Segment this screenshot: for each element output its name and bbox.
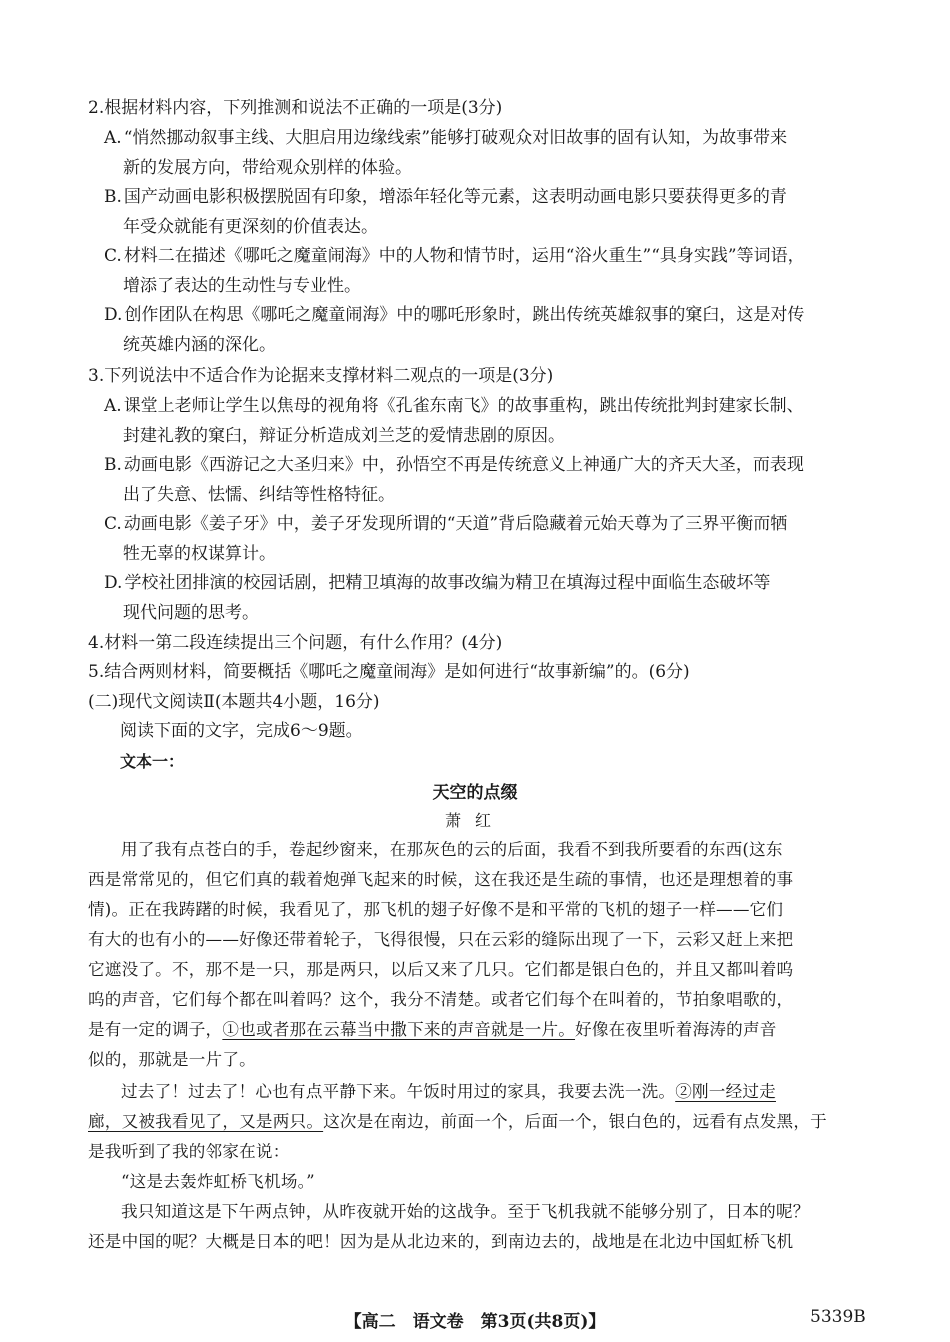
option-text: 增添了表达的生动性与专业性。	[123, 275, 361, 296]
passage-line: 还是中国的呢？大概是日本的吧！因为是从北边来的，到南边去的，战地是在北边中国虹桥飞机	[88, 1232, 794, 1251]
option-label: B.	[104, 187, 122, 207]
question-2-stem: 2.根据材料内容，下列推测和说法不正确的一项是(3分)	[88, 98, 503, 118]
option-label: D.	[104, 305, 123, 325]
passage-paragraph-3	[88, 1197, 868, 1257]
option-label: A.	[104, 128, 122, 148]
option-label: A.	[104, 396, 122, 416]
q2-option-c	[104, 242, 869, 301]
option-text: 出了失意、怯懦、纠结等性格特征。	[123, 484, 395, 505]
option-text: “悄然挪动叙事主线、大胆启用边缘线索”能够打破观众对旧故事的固有认知，为故事带来	[123, 128, 788, 148]
passage-line: 似的，那就是一片了。	[88, 1050, 256, 1069]
q3-option-b	[104, 451, 869, 510]
passage-line: 是我听到了我的邻家在说：	[88, 1142, 290, 1161]
option-text: 学校社团排演的校园话剧，把精卫填海的故事改编为精卫在填海过程中面临生态破坏等	[124, 573, 771, 593]
option-label: C.	[104, 514, 122, 534]
option-text: 新的发展方向，带给观众别样的体验。	[123, 157, 412, 178]
page-footer: 【高二 语文卷 第3页(共8页)】	[344, 1312, 606, 1332]
passage-title: 天空的点缀	[432, 783, 518, 803]
question-4-stem: 4.材料一第二段连续提出三个问题，有什么作用？(4分)	[88, 633, 503, 653]
option-label: B.	[104, 455, 122, 475]
option-text: 课堂上老师让学生以焦母的视角将《孔雀东南飞》的故事重构，跳出传统批判封建家长制、	[123, 396, 804, 416]
q2-option-d	[104, 301, 869, 360]
q3-option-d	[104, 569, 869, 628]
option-text: 封建礼教的窠臼，辩证分析造成刘兰芝的爱情悲剧的原因。	[123, 425, 565, 446]
passage-line: 它遮没了。不，那不是一只，那是两只，以后又来了几只。它们都是银白色的，并且又都叫着呜	[88, 960, 794, 979]
q3-option-a	[104, 392, 869, 451]
passage-paragraph-1	[88, 835, 868, 1075]
passage-line: 用了我有点苍白的手，卷起纱窗来，在那灰色的云的后面，我看不到我所要看的东西(这东	[121, 840, 783, 859]
passage-quote: “这是去轰炸虹桥飞机场。”	[121, 1172, 315, 1191]
question-5-stem: 5.结合两则材料，简要概括《哪吒之魔童闹海》是如何进行“故事新编”的。(6分)	[88, 662, 690, 682]
underlined-sentence-2: ②刚一经过走	[675, 1082, 776, 1101]
passage-line: 呜的声音，它们每个都在叫着吗？这个，我分不清楚。或者它们每个在叫着的，节拍象唱歌的，	[88, 990, 794, 1009]
option-label: C.	[104, 246, 122, 266]
text-one-label: 文本一：	[120, 752, 185, 771]
passage-paragraph-2	[88, 1077, 868, 1167]
option-label: D.	[104, 573, 123, 593]
exam-code: 5339B	[810, 1307, 866, 1327]
passage-line: 情)。正在我踌躇的时候，我看见了，那飞机的翅子好像不是和平常的飞机的翅子一样——它们	[88, 900, 784, 919]
q2-option-a	[104, 124, 869, 183]
passage-line: 我只知道这是下午两点钟，从昨夜就开始的这战争。至于飞机我就不能够分别了，日本的呢？	[121, 1202, 810, 1221]
option-text: 现代问题的思考。	[123, 602, 259, 623]
option-text: 动画电影《西游记之大圣归来》中，孙悟空不再是传统意义上神通广大的齐天大圣，而表现	[123, 455, 804, 475]
passage-line: 廊，又被我看见了，又是两只。这次是在南边，前面一个，后面一个，银白色的，远看有点发黑，于	[88, 1112, 827, 1131]
q3-option-c	[104, 510, 869, 569]
passage-author: 萧红	[444, 811, 505, 830]
option-text: 材料二在描述《哪吒之魔童闹海》中的人物和情节时，运用“浴火重生”“具身实践”等词语，	[123, 246, 805, 266]
question-3-stem: 3.下列说法中不适合作为论据来支撑材料二观点的一项是(3分)	[88, 366, 554, 386]
passage-line: 是有一定的调子，①也或者那在云幕当中撒下来的声音就是一片。好像在夜里听着海涛的声音	[88, 1020, 777, 1039]
option-text: 动画电影《姜子牙》中，姜子牙发现所谓的“天道”背后隐藏着元始天尊为了三界平衡而牺	[123, 514, 788, 534]
underlined-sentence-1: ①也或者那在云幕当中撒下来的声音就是一片。	[222, 1020, 576, 1039]
option-text: 年受众就能有更深刻的价值表达。	[123, 216, 378, 237]
option-text: 牲无辜的权谋算计。	[123, 543, 276, 564]
option-text: 统英雄内涵的深化。	[123, 334, 276, 355]
reading-instruction: 阅读下面的文字，完成6～9题。	[120, 721, 363, 741]
option-text: 创作团队在构思《哪吒之魔童闹海》中的哪吒形象时，跳出传统英雄叙事的窠臼，这是对传	[124, 305, 805, 325]
passage-line: 有大的也有小的——好像还带着轮子，飞得很慢，只在云彩的缝际出现了一下，云彩又赶上来把	[88, 930, 794, 949]
option-text: 国产动画电影积极摆脱固有印象，增添年轻化等元素，这表明动画电影只要获得更多的青	[123, 187, 787, 207]
passage-line: 西是常常见的，但它们真的载着炮弹飞起来的时候，这在我还是生疏的事情，也还是理想着的事	[88, 870, 794, 889]
passage-line: 过去了！过去了！心也有点平静下来。午饭时用过的家具，我要去洗一洗。②刚一经过走	[121, 1082, 776, 1101]
underlined-sentence-2-cont: 廊，又被我看见了，又是两只。	[88, 1112, 324, 1131]
section-header: (二)现代文阅读Ⅱ(本题共4小题，16分)	[88, 692, 380, 712]
q2-option-b	[104, 183, 869, 242]
